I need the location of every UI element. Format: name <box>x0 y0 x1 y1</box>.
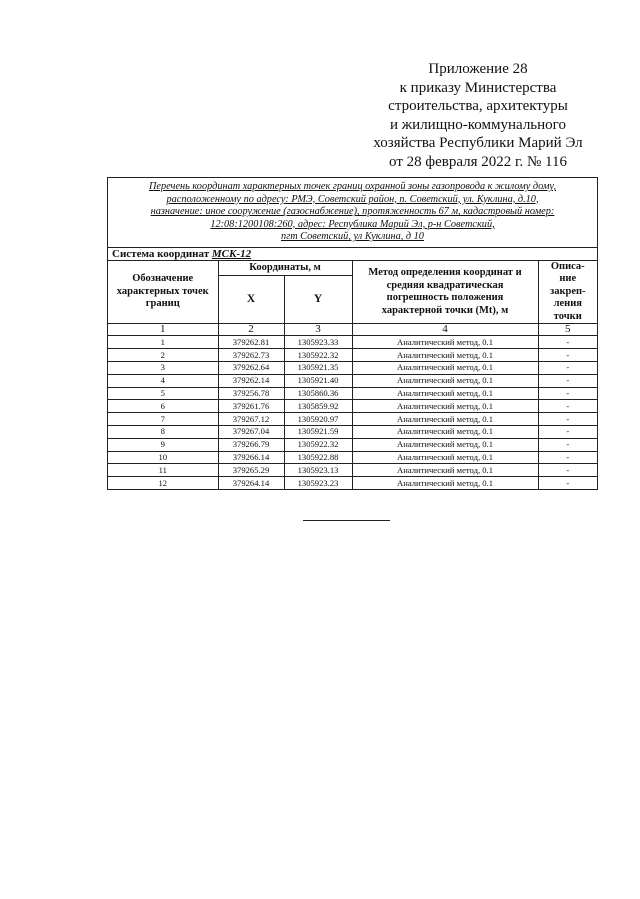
coord-x: 379267.12 <box>218 413 284 426</box>
method: Аналитический метод, 0.1 <box>352 426 538 439</box>
coord-x: 379262.81 <box>218 336 284 349</box>
method: Аналитический метод, 0.1 <box>352 464 538 477</box>
description: - <box>538 464 597 477</box>
description: - <box>538 451 597 464</box>
coord-y: 1305920.97 <box>284 413 352 426</box>
point-number: 2 <box>108 349 218 362</box>
point-number: 11 <box>108 464 218 477</box>
point-number: 8 <box>108 426 218 439</box>
header-method: Метод определения координат и средняя квадратическая погрешность положения характерной точки (Mt), м <box>352 261 538 324</box>
coord-y: 1305922.32 <box>284 438 352 451</box>
method: Аналитический метод, 0.1 <box>352 387 538 400</box>
description: - <box>538 374 597 387</box>
coordinates-table <box>108 261 597 489</box>
coord-y: 1305921.35 <box>284 362 352 375</box>
point-number: 4 <box>108 374 218 387</box>
column-number: 2 <box>218 324 284 336</box>
point-number: 1 <box>108 336 218 349</box>
method: Аналитический метод, 0.1 <box>352 438 538 451</box>
list-title-line: 12:08:1200108:260, адрес: Республика Марий Эл, р-н Советский, <box>210 218 495 230</box>
coord-x: 379265.29 <box>218 464 284 477</box>
method: Аналитический метод, 0.1 <box>352 336 538 349</box>
appendix-line: хозяйства Республики Марий Эл <box>373 135 583 152</box>
list-title <box>108 178 597 248</box>
description: - <box>538 426 597 439</box>
coord-x: 379256.78 <box>218 387 284 400</box>
description: - <box>538 477 597 489</box>
coordinates-document <box>107 177 598 490</box>
table-row <box>108 426 597 439</box>
appendix-line: строительства, архитектуры <box>388 98 568 115</box>
point-number: 6 <box>108 400 218 413</box>
coord-y: 1305922.88 <box>284 451 352 464</box>
appendix-line: и жилищно-коммунального <box>390 116 566 133</box>
list-title-line: пгт Советский, ул Куклина, д 10 <box>281 231 424 243</box>
coordinate-system-label: Система координат <box>112 247 212 260</box>
list-title-line: Перечень координат характерных точек границ охранной зоны газопровода к жилому дому, <box>148 181 557 192</box>
description: - <box>538 387 597 400</box>
column-number: 1 <box>108 324 218 336</box>
appendix-header <box>350 60 606 172</box>
coord-x: 379266.79 <box>218 438 284 451</box>
method: Аналитический метод, 0.1 <box>352 349 538 362</box>
table-row <box>108 464 597 477</box>
list-title-line: назначение: иное сооружение (газоснабжение), протяженность 67 м, кадастровый номер: <box>150 206 555 218</box>
table-row <box>108 413 597 426</box>
column-number: 3 <box>284 324 352 336</box>
table-row <box>108 362 597 375</box>
table-row <box>108 451 597 464</box>
signature-line <box>303 520 390 521</box>
description: - <box>538 413 597 426</box>
coord-y: 1305922.32 <box>284 349 352 362</box>
description: - <box>538 438 597 451</box>
header-y: Y <box>284 276 352 324</box>
coord-y: 1305860.36 <box>284 387 352 400</box>
list-title-line: расположенному по адресу: РМЭ, Советский район, п. Советский, ул. Куклина, д.10, <box>166 193 539 205</box>
point-number: 5 <box>108 387 218 400</box>
method: Аналитический метод, 0.1 <box>352 362 538 375</box>
coord-y: 1305921.40 <box>284 374 352 387</box>
appendix-line: от 28 февраля 2022 г. № 116 <box>389 153 567 170</box>
column-number: 5 <box>538 324 597 336</box>
appendix-line: к приказу Министерства <box>399 79 557 96</box>
description: - <box>538 349 597 362</box>
column-number: 4 <box>352 324 538 336</box>
header-coordinates: Координаты, м <box>218 261 352 276</box>
method: Аналитический метод, 0.1 <box>352 451 538 464</box>
table-row <box>108 438 597 451</box>
description: - <box>538 336 597 349</box>
table-row <box>108 477 597 489</box>
point-number: 12 <box>108 477 218 489</box>
coord-y: 1305859.92 <box>284 400 352 413</box>
column-number-row <box>108 324 597 336</box>
coord-y: 1305923.13 <box>284 464 352 477</box>
coord-x: 379267.04 <box>218 426 284 439</box>
coord-x: 379266.14 <box>218 451 284 464</box>
description: - <box>538 362 597 375</box>
header-x: X <box>218 276 284 324</box>
table-row <box>108 387 597 400</box>
header-point: Обозначение характерных точек границ <box>108 261 218 324</box>
method: Аналитический метод, 0.1 <box>352 400 538 413</box>
coord-x: 379262.73 <box>218 349 284 362</box>
method: Аналитический метод, 0.1 <box>352 374 538 387</box>
method: Аналитический метод, 0.1 <box>352 413 538 426</box>
coord-x: 379261.76 <box>218 400 284 413</box>
coord-y: 1305923.23 <box>284 477 352 489</box>
coordinates-rows <box>108 336 597 489</box>
coord-y: 1305921.59 <box>284 426 352 439</box>
point-number: 3 <box>108 362 218 375</box>
coordinate-system <box>108 248 597 261</box>
table-row <box>108 374 597 387</box>
point-number: 7 <box>108 413 218 426</box>
coord-x: 379262.64 <box>218 362 284 375</box>
description: - <box>538 400 597 413</box>
header-description: Описа-ние закреп-ления точки <box>538 261 597 324</box>
appendix-line: Приложение 28 <box>428 61 528 77</box>
coord-x: 379264.14 <box>218 477 284 489</box>
table-row <box>108 336 597 349</box>
table-row <box>108 349 597 362</box>
point-number: 9 <box>108 438 218 451</box>
coord-y: 1305923.33 <box>284 336 352 349</box>
table-row <box>108 400 597 413</box>
method: Аналитический метод, 0.1 <box>352 477 538 489</box>
coordinate-system-value: МСК-12 <box>211 247 252 260</box>
point-number: 10 <box>108 451 218 464</box>
coord-x: 379262.14 <box>218 374 284 387</box>
